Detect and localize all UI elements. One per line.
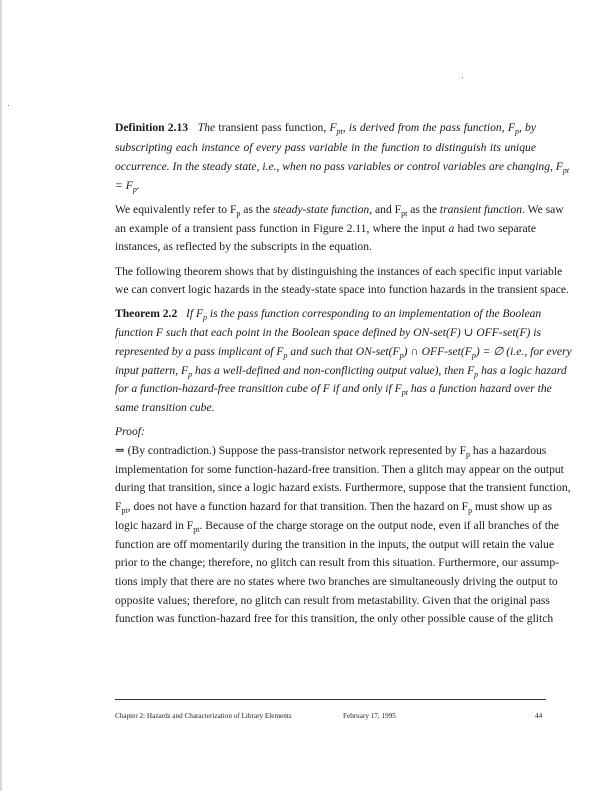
proof-line-3: during that transition, since a logic hazard exists. Furthermore, suppose that the transient function, (115, 481, 571, 494)
definition-line-1: Definition 2.13 The transient pass function, $F_{pt}$, is derived from the pass function, $F_p$, by (115, 121, 536, 136)
scan-edge (0, 0, 2, 791)
scan-speck (462, 77, 463, 78)
theorem-line-4: input pattern, $F_p$ has a well-defined and non-conflicting output value), then $F_p$ has a logic hazard (115, 364, 567, 379)
para2-line-2: we can convert logic hazards in the steady-state space into function hazards in the transient space. (115, 283, 569, 296)
scan-speck (8, 105, 9, 106)
proof-label: Proof: (115, 425, 145, 438)
para1-line-2: an example of a transient pass function in Figure 2.11, where the input a had two separate (115, 222, 536, 235)
proof-line-7: prior to the change; therefore, no glitch can result from this situation. Furthermore, our assump- (115, 556, 559, 569)
footer-chapter: Chapter 2: Hazards and Characterization of Library Elements (115, 712, 292, 720)
proof-line-2: implementation for some function-hazard-free transition. Then a glitch may appear on the output (115, 463, 564, 476)
proof-line-1: ⇒ (By contradiction.) Suppose the pass-transistor network represented by $F_p$ has a hazardous (115, 444, 547, 459)
theorem-line-2: function F such that each point in the Boolean space defined by ON-set(F) ∪ OFF-set(F) is (115, 326, 542, 339)
theorem-label: Theorem 2.2 (115, 307, 178, 320)
theorem-line-5: for a function-hazard-free transition cube of F if and only if $F_{pt}$ has a function hazard over the (115, 382, 552, 397)
proof-line-9: opposite values; therefore, no glitch can result from metastability. Given that the original pass (115, 594, 550, 607)
theorem-line-6: same transition cube. (115, 401, 215, 414)
theorem-line-1: Theorem 2.2 If $F_p$ is the pass function corresponding to an implementation of the Boolean (115, 307, 542, 322)
definition-line-4: = $F_p$. (115, 179, 140, 194)
theorem-line-3: represented by a pass implicant of $F_p$ and such that $ON-set(F_p)$ ∩ OFF-$set(F_p)$ = ∅ (i.e., for every (115, 345, 572, 360)
para2-line-1: The following theorem shows that by distinguishing the instances of each specific input variable (115, 265, 563, 278)
proof-line-5: logic hazard in $F_{pt}$. Because of the charge storage on the output node, even if all branches of the (115, 519, 559, 534)
definition-label: Definition 2.13 (115, 121, 189, 134)
proof-line-4: $F_{pt}$, does not have a function hazard for that transition. Then the hazard on $F_p$ must show up as (115, 500, 552, 515)
definition-line-2: subscripting each instance of every pass variable in the function to distinguish its unique (115, 141, 536, 154)
implies-arrow-icon: ⇒ (115, 444, 125, 457)
proof-line-6: function are off momentarily during the transition in the inputs, the output will retain the value (115, 538, 554, 551)
para1-line-1: We equivalently refer to $F_p$ as the steady-state function, and $F_{pt}$ as the transient function. We saw (115, 203, 564, 218)
para1-line-3: instances, as reflected by the subscripts in the equation. (115, 240, 372, 253)
footer-rule (115, 699, 546, 700)
page-number: 44 (535, 712, 543, 720)
proof-line-10: function was function-hazard free for this transition, the only other possible cause of the glitch (115, 612, 554, 625)
footer-date: February 17, 1995 (343, 712, 396, 720)
definition-line-3: occurrence. In the steady state, i.e., when no pass variables or control variables are changing, $F_{pt}$ (115, 160, 570, 175)
proof-line-8: tions imply that there are no states where two branches are simultaneously driving the output to (115, 575, 558, 588)
